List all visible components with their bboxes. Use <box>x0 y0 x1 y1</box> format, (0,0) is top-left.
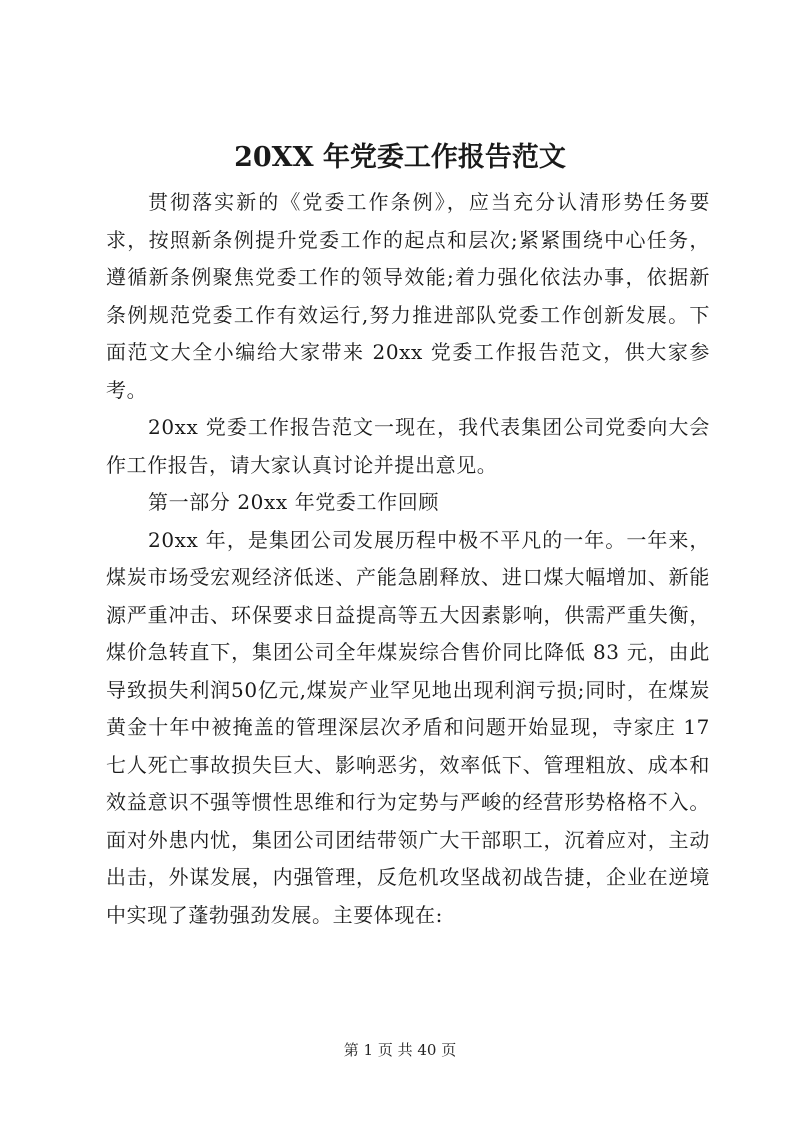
document-body <box>106 184 710 934</box>
section-heading-review: 第一部分 20xx 年党委工作回顾 <box>148 490 439 514</box>
page-number-footer: 第 1 页 共 40 页 <box>343 1041 457 1059</box>
paragraph-report-opening: 20xx 党委工作报告范文一现在，我代表集团公司党委向大会作工作报告，请大家认真讨论并提出意见。 <box>106 415 710 477</box>
paragraph-intro: 贯彻落实新的《党委工作条例》，应当充分认清形势任务要求，按照新条例提升党委工作的起点和层次;紧紧围绕中心任务，遵循新条例聚焦党委工作的领导效能;着力强化依法办事，依据新条例规范党委工作有效运行,努力推进部队党委工作创新发展。下面范文大全小编给大家带来 20xx 党委工作报告范文，供大家参考。 <box>106 190 710 402</box>
document-title: 20XX 年党委工作报告范文 <box>234 142 566 173</box>
paragraph-year-review: 20xx 年，是集团公司发展历程中极不平凡的一年。一年来，煤炭市场受宏观经济低迷、产能急剧释放、进口煤大幅增加、新能源严重冲击、环保要求日益提高等五大因素影响，供需严重失衡，煤价急转直下，集团公司全年煤炭综合售价同比降低 83 元，由此导致损失利润50亿元,煤炭产业罕见地出现利润亏损;同时，在煤炭黄金十年中被掩盖的管理深层次矛盾和问题开始显现，寺家庄 17 七人死亡事故损失巨大、影响恶劣，效率低下、管理粗放、成本和效益意识不强等惯性思维和行为定势与严峻的经营形势格格不入。面对外患内忧，集团公司团结带领广大干部职工，沉着应对，主动出击，外谋发展，内强管理，反危机攻坚战初战告捷，企业在逆境中实现了蓬勃强劲发展。主要体现在: <box>106 527 710 927</box>
